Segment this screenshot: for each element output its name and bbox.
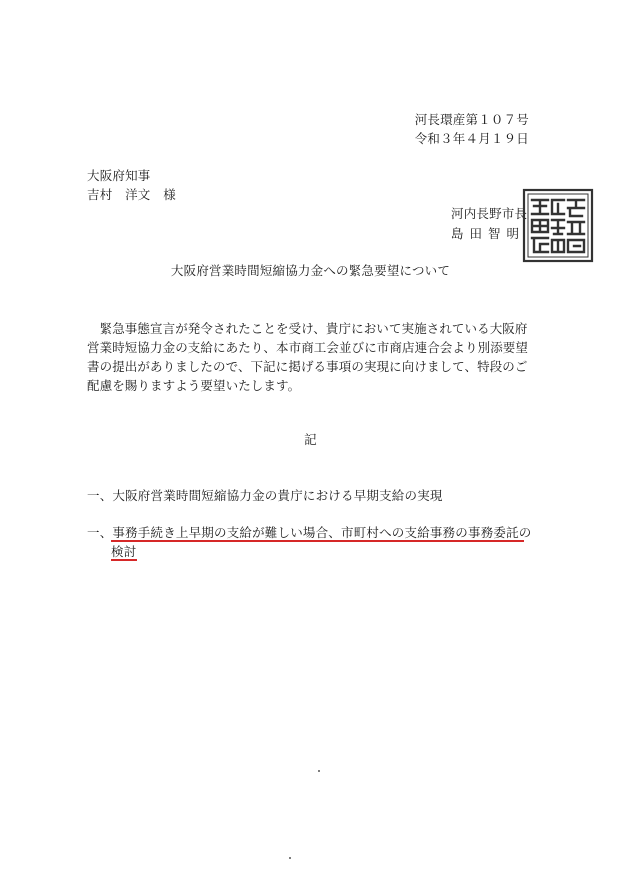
request-item-2: 一、事務手続き上早期の支給が難しい場合、市町村への支給事務の事務委託の xyxy=(87,525,532,540)
scan-speck xyxy=(318,770,320,772)
body-line-4: 配慮を賜りますよう要望いたします。 xyxy=(87,378,301,393)
official-seal-icon xyxy=(522,188,594,263)
document-number: 河長環産第１０７号 xyxy=(414,112,529,127)
body-line-2: 営業時短協力金の支給にあたり、本市商工会並びに市商店連合会より別添要望 xyxy=(87,340,529,355)
request-item-1: 一、大阪府営業時間短縮協力金の貴庁における早期支給の実現 xyxy=(87,488,443,503)
sender-name: 島田智明 xyxy=(451,226,526,241)
ki-heading: 記 xyxy=(304,432,317,447)
recipient-organization: 大阪府知事 xyxy=(87,168,151,183)
body-line-3: 書の提出がありましたので、下記に掲げる事項の実現に向けまして、特段のご xyxy=(87,359,528,374)
sender-organization: 河内長野市長 xyxy=(451,206,528,221)
request-item-2-continuation: 検討 xyxy=(111,544,137,559)
red-underline xyxy=(111,540,524,542)
document-title: 大阪府営業時間短縮協力金への緊急要望について xyxy=(170,263,451,278)
red-underline xyxy=(111,559,137,561)
recipient-name: 吉村 洋文 様 xyxy=(87,187,176,202)
document-date: 令和３年４月１９日 xyxy=(414,131,529,146)
body-line-1: 緊急事態宣言が発令されたことを受け、貴庁において実施されている大阪府 xyxy=(87,321,528,336)
scan-speck xyxy=(289,857,291,859)
